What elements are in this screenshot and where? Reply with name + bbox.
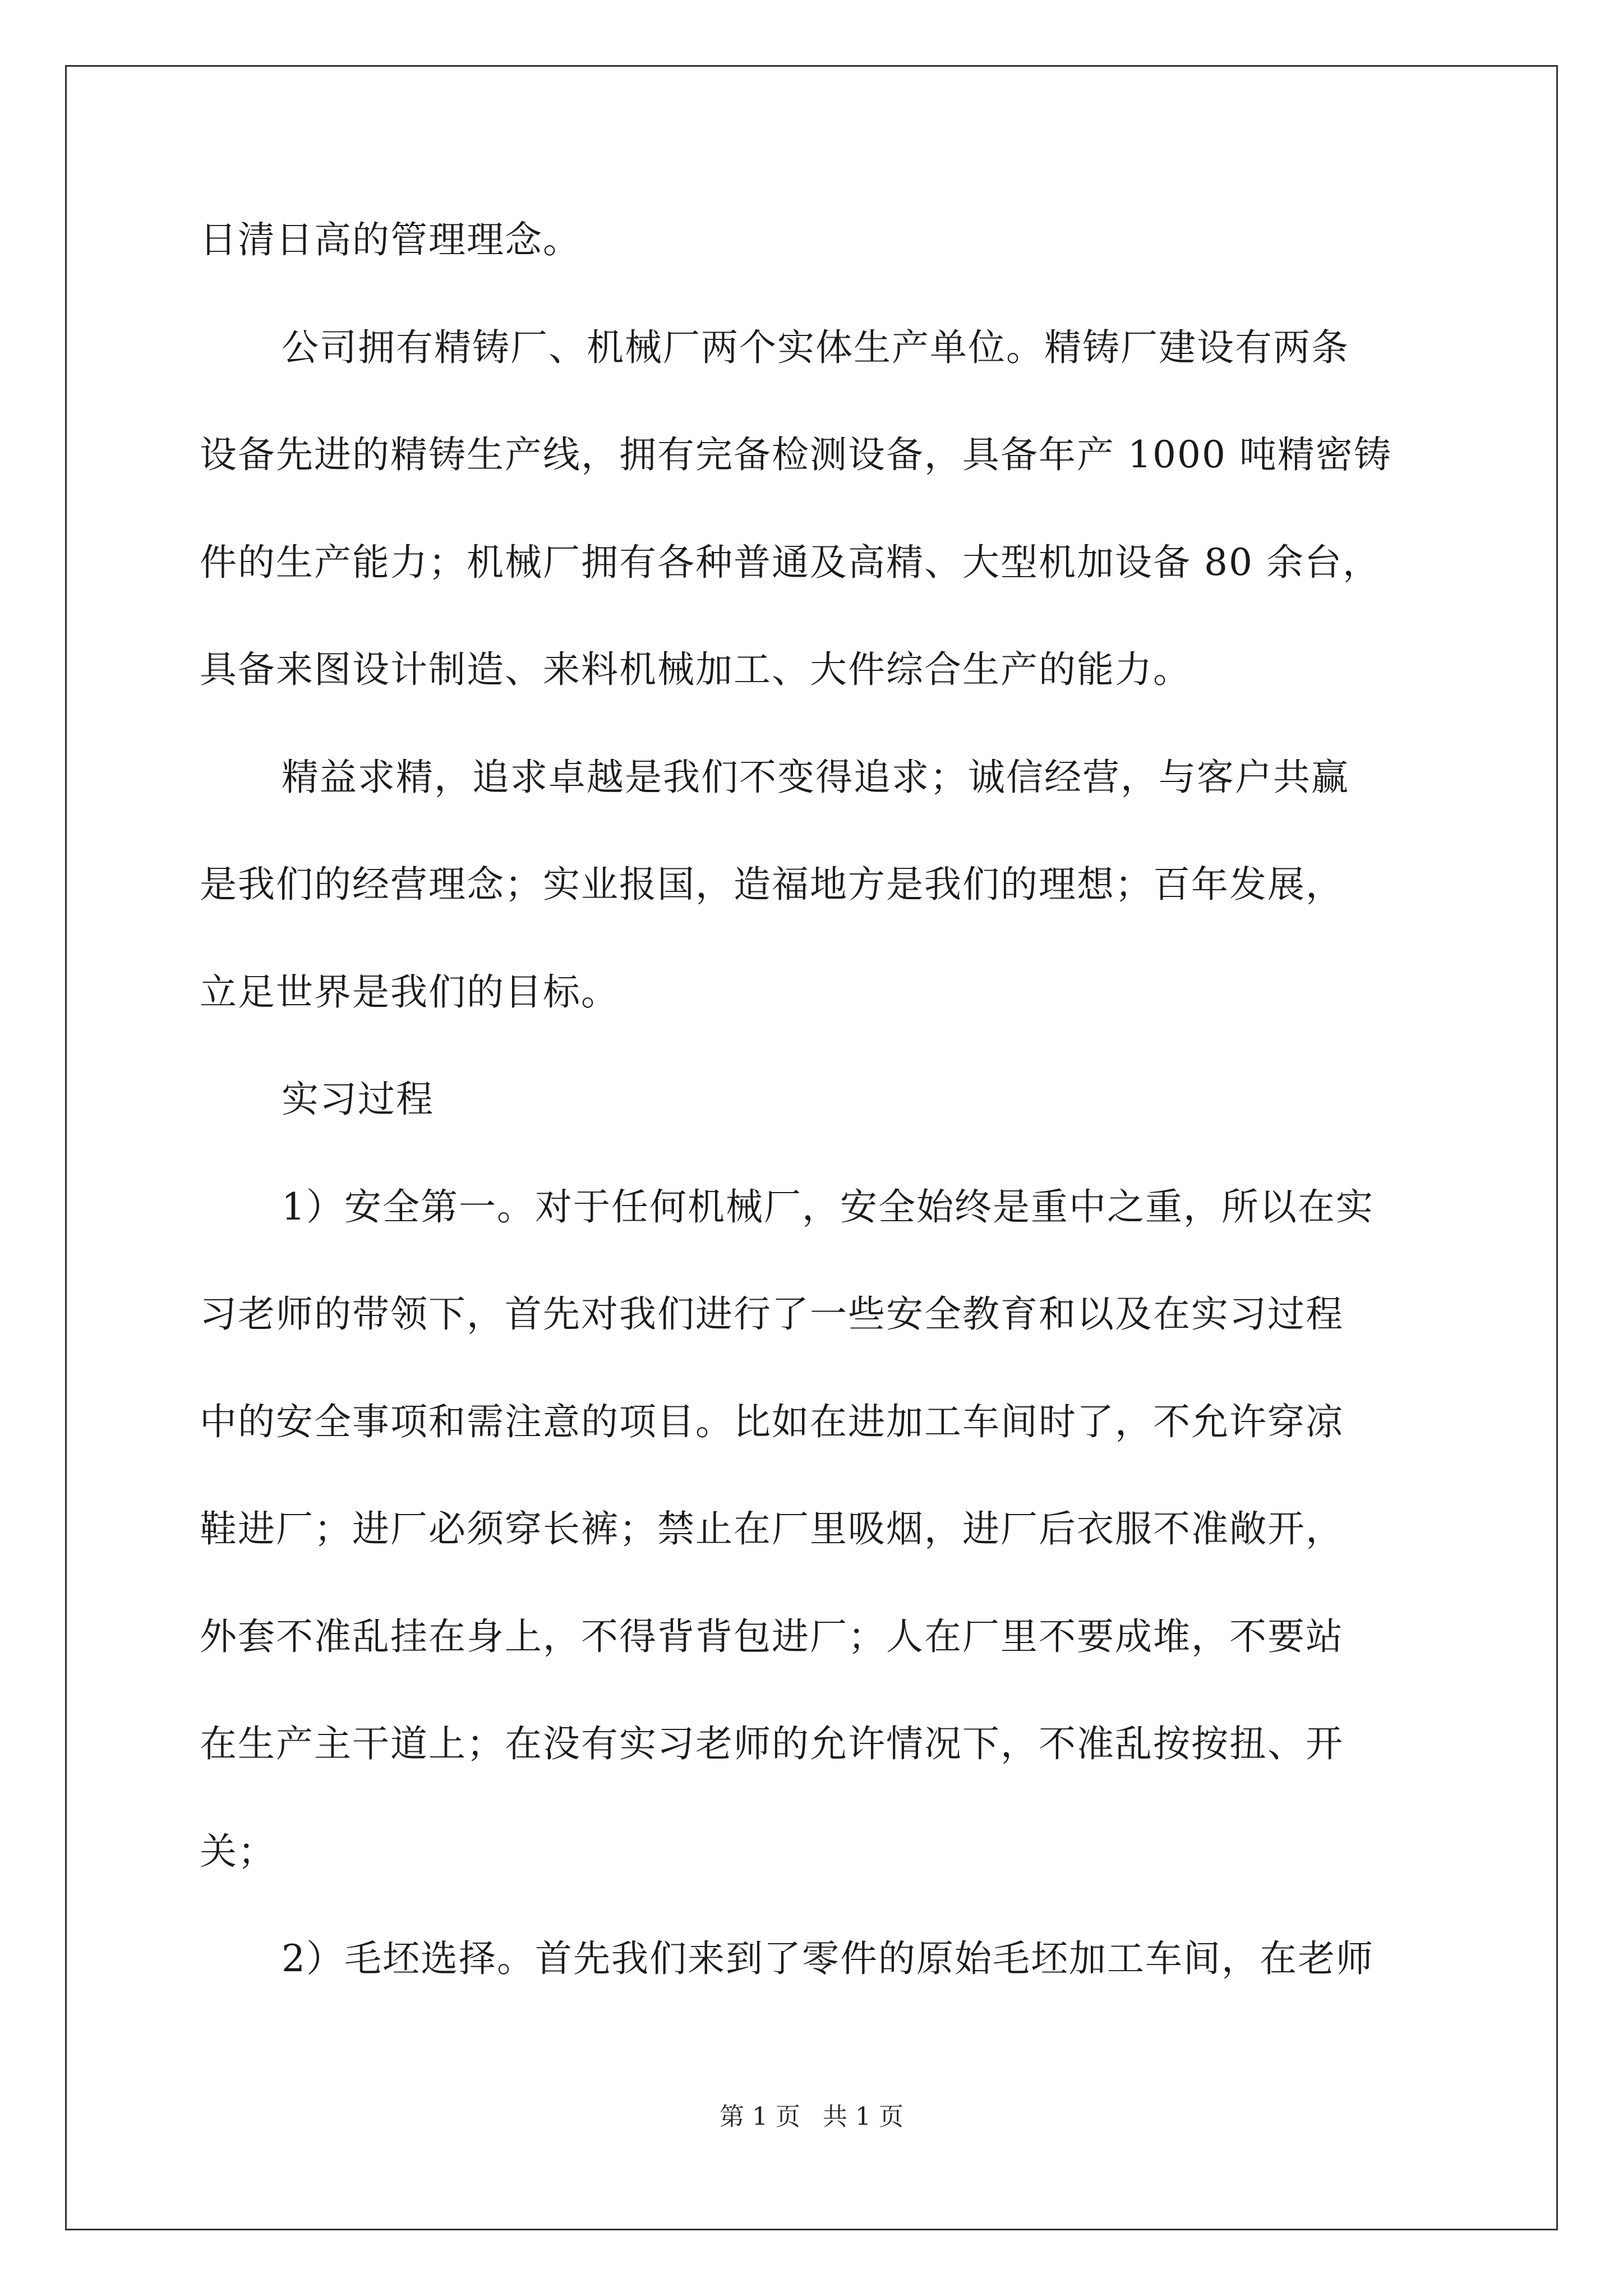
text-line: 设备先进的精铸生产线，拥有完备检测设备，具备年产 1000 吨精密铸 [200,433,1392,476]
text-line: 具备来图设计制造、来料机械加工、大件综合生产的能力。 [200,648,1191,691]
text-line: 1）安全第一。对于任何机械厂，安全始终是重中之重，所以在实 [282,1185,1374,1228]
text-line: 关； [200,1830,276,1873]
page-total: 共 1 页 [823,2102,903,2131]
text-line: 在生产主干道上；在没有实习老师的允许情况下，不准乱按按扭、开 [200,1722,1344,1765]
text-line: 习老师的带领下，首先对我们进行了一些安全教育和以及在实习过程 [200,1292,1344,1336]
page-footer [0,2100,1623,2134]
text-line: 鞋进厂；进厂必须穿长裤；禁止在厂里吸烟，进厂后衣服不准敞开， [200,1507,1344,1550]
text-line: 外套不准乱挂在身上，不得背背包进厂；人在厂里不要成堆，不要站 [200,1615,1344,1658]
page-number: 第 1 页 [720,2102,800,2131]
text-line: 件的生产能力；机械厂拥有各种普通及高精、大型机加设备 80 余台， [200,541,1381,584]
text-line: 日清日高的管理理念。 [200,218,581,261]
text-line: 是我们的经营理念；实业报国，造福地方是我们的理想；百年发展， [200,863,1344,906]
text-line: 立足世界是我们的目标。 [200,970,619,1014]
text-line: 2）毛坯选择。首先我们来到了零件的原始毛坯加工车间，在老师 [282,1937,1374,1980]
text-line: 中的安全事项和需注意的项目。比如在进加工车间时了，不允许穿凉 [200,1400,1344,1443]
text-line: 公司拥有精铸厂、机械厂两个实体生产单位。精铸厂建设有两条 [282,326,1349,369]
text-line: 精益求精，追求卓越是我们不变得追求；诚信经营，与客户共赢 [282,756,1349,799]
section-heading: 实习过程 [282,1078,434,1121]
page-border [65,65,1558,2230]
